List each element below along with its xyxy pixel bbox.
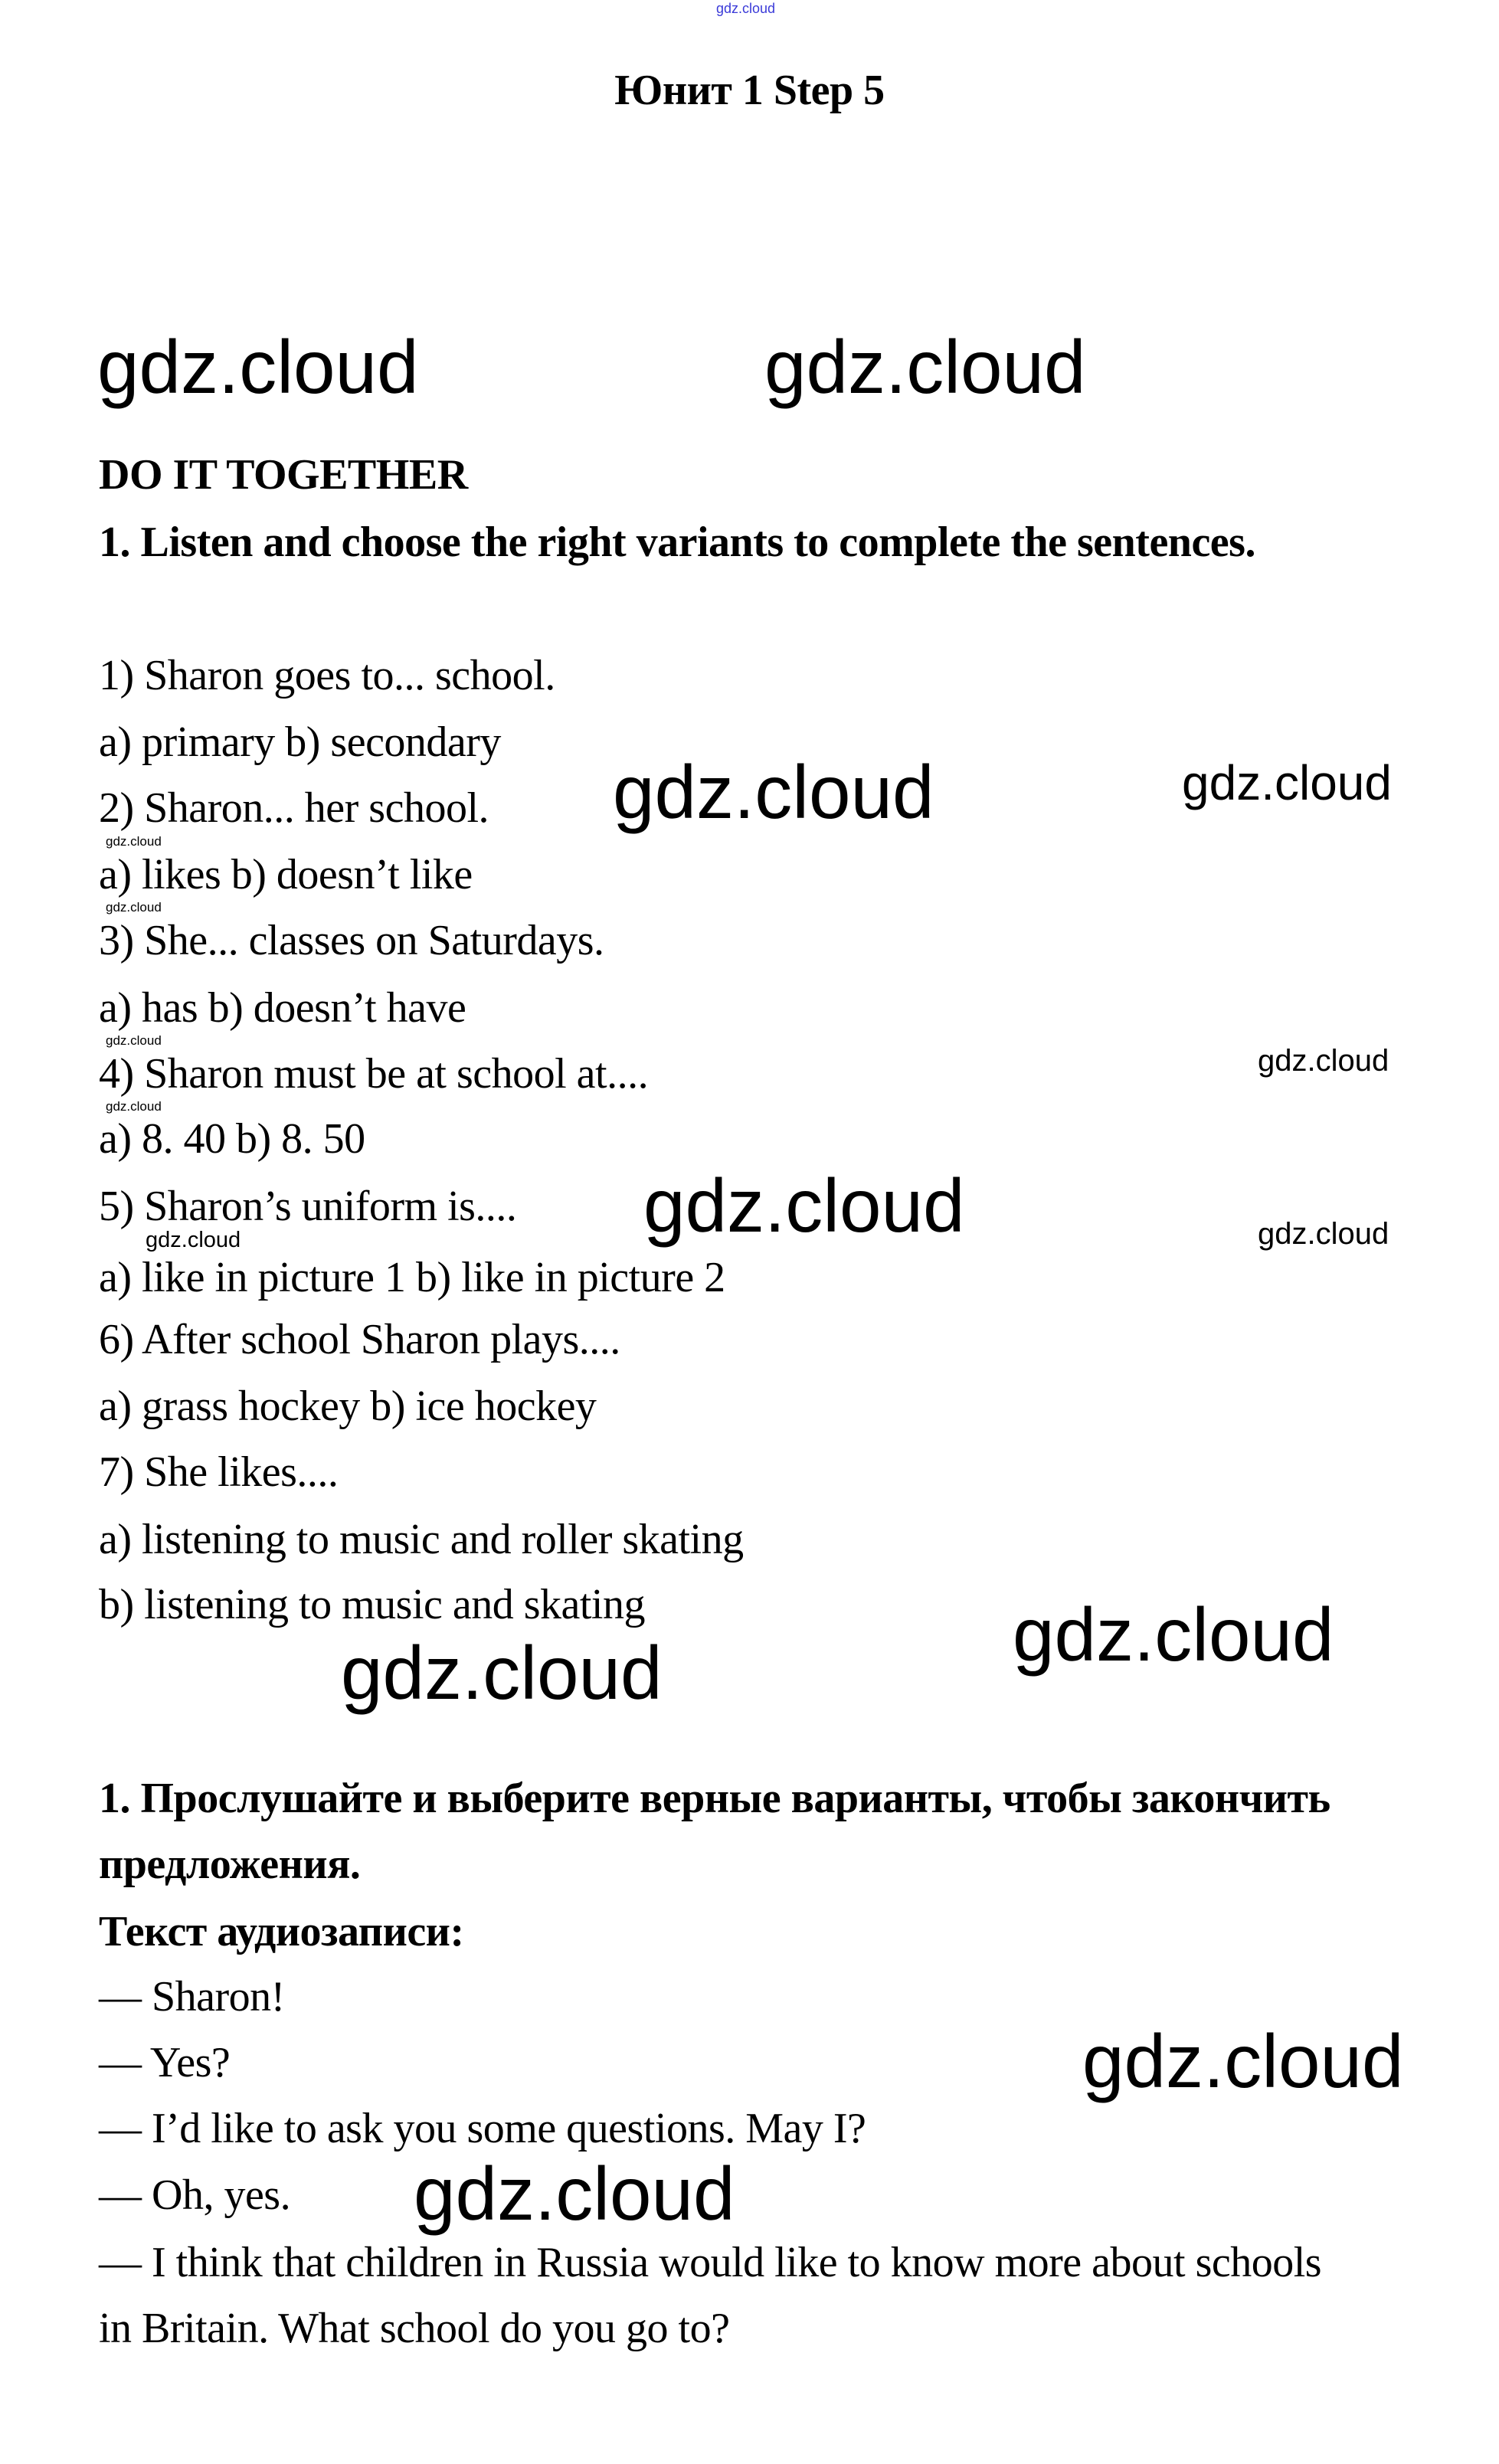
watermark: gdz.cloud <box>97 325 419 409</box>
watermark: gdz.cloud <box>146 1228 241 1252</box>
watermark: gdz.cloud <box>1082 2019 1404 2103</box>
exercise-line: a) like in picture 1 b) like in picture 2 <box>99 1254 725 1301</box>
exercise-line: 6) After school Sharon plays.... <box>99 1316 620 1363</box>
exercise-line: 2) Sharon... her school. <box>99 784 489 832</box>
page-title: Юнит 1 Step 5 <box>614 67 885 114</box>
watermark: gdz.cloud <box>764 325 1086 409</box>
exercise-line: a) has b) doesn’t have <box>99 984 466 1032</box>
transcript-line: — Yes? <box>99 2039 231 2086</box>
task-instruction-ru: 1. Прослушайте и выберите верные варианты, чтобы закончить <box>99 1775 1330 1822</box>
exercise-line: 3) She... classes on Saturdays. <box>99 917 604 964</box>
watermark: gdz.cloud <box>106 1099 162 1114</box>
watermark: gdz.cloud <box>106 900 162 915</box>
watermark: gdz.cloud <box>1013 1592 1334 1677</box>
watermark: gdz.cloud <box>414 2152 735 2236</box>
exercise-line: 1) Sharon goes to... school. <box>99 652 555 699</box>
task-instruction-ru: предложения. <box>99 1841 361 1888</box>
transcript-line: — Sharon! <box>99 1973 285 2021</box>
exercise-line: a) grass hockey b) ice hockey <box>99 1383 597 1430</box>
watermark: gdz.cloud <box>1258 1217 1389 1251</box>
exercise-line: b) listening to music and skating <box>99 1581 645 1628</box>
watermark: gdz.cloud <box>106 834 162 849</box>
transcript-line: — I think that children in Russia would like to know more about schools <box>99 2239 1322 2286</box>
transcript-heading: Текст аудиозаписи: <box>99 1908 464 1955</box>
watermark: gdz.cloud <box>106 1033 162 1048</box>
exercise-line: a) listening to music and roller skating <box>99 1516 744 1563</box>
section-heading: DO IT TOGETHER <box>99 451 468 499</box>
exercise-line: a) 8. 40 b) 8. 50 <box>99 1115 365 1163</box>
exercise-line: a) primary b) secondary <box>99 718 501 766</box>
watermark: gdz.cloud <box>1258 1044 1389 1078</box>
watermark: gdz.cloud <box>613 750 934 834</box>
top-watermark: gdz.cloud <box>716 1 776 16</box>
exercise-line: 5) Sharon’s uniform is.... <box>99 1183 517 1230</box>
exercise-line: 4) Sharon must be at school at.... <box>99 1050 649 1098</box>
watermark: gdz.cloud <box>341 1631 663 1715</box>
exercise-line: 7) She likes.... <box>99 1448 339 1496</box>
task-instruction-en: 1. Listen and choose the right variants to complete the sentences. <box>99 519 1255 566</box>
exercise-line: a) likes b) doesn’t like <box>99 851 473 898</box>
transcript-line: — I’d like to ask you some questions. May I? <box>99 2105 866 2152</box>
watermark: gdz.cloud <box>643 1163 965 1248</box>
transcript-line: — Oh, yes. <box>99 2171 291 2219</box>
watermark: gdz.cloud <box>1182 755 1392 810</box>
transcript-line: in Britain. What school do you go to? <box>99 2305 730 2352</box>
